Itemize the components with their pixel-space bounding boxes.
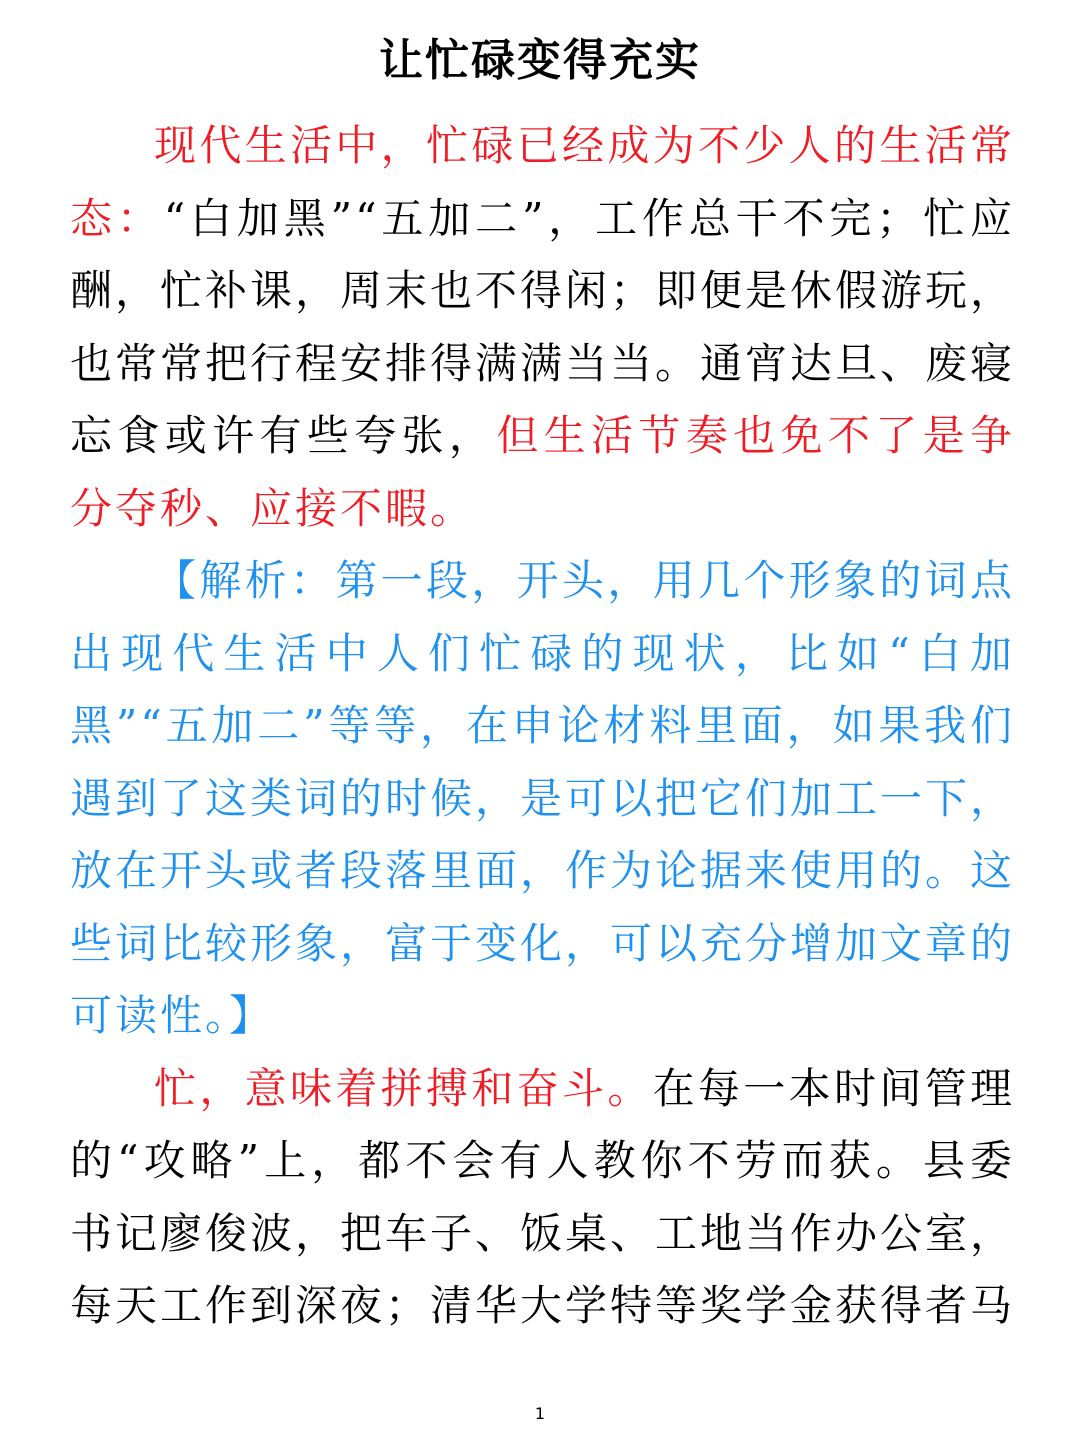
paragraph-busy-meaning	[70, 1053, 1015, 1343]
page-number: 1	[534, 1404, 546, 1423]
highlight-text: 现代生活中，忙碌已经成为不少人的生活常态：	[70, 121, 1015, 243]
body-text: 在每一本时间管理的“攻略”上，都不会有人教你不劳而获。县委书记廖俊波，把车子、饭桌、工地当作办公室，每天工作到深夜；清华大学特等奖学金获得者马	[70, 1063, 1016, 1330]
document-title: 让忙碌变得充实	[379, 35, 701, 86]
document-body	[70, 110, 1015, 1343]
highlight-text: 忙，意味着拼搏和奋斗。	[154, 1063, 653, 1113]
paragraph-intro	[70, 110, 1015, 545]
analysis-text: 【解析：第一段，开头，用几个形象的词点出现代生活中人们忙碌的现状，比如“白加黑”“五加二”等等，在申论材料里面，如果我们遇到了这类词的时候，是可以把它们加工一下，放在开头或者段落里面，作为论据来使用的。这些词比较形象，富于变化，可以充分增加文章的可读性。】	[70, 556, 1016, 1040]
paragraph-analysis	[70, 545, 1015, 1053]
body-text: “白加黑”“五加二”，工作总干不完；忙应酬，忙补课，周末也不得闲；即便是休假游玩，也常常把行程安排得满满当当。通宵达旦、废寝忘食或许有些夸张，	[70, 193, 1016, 460]
highlight-text: 但生活节奏也免不了是争分夺秒、应接不暇。	[70, 411, 1015, 533]
